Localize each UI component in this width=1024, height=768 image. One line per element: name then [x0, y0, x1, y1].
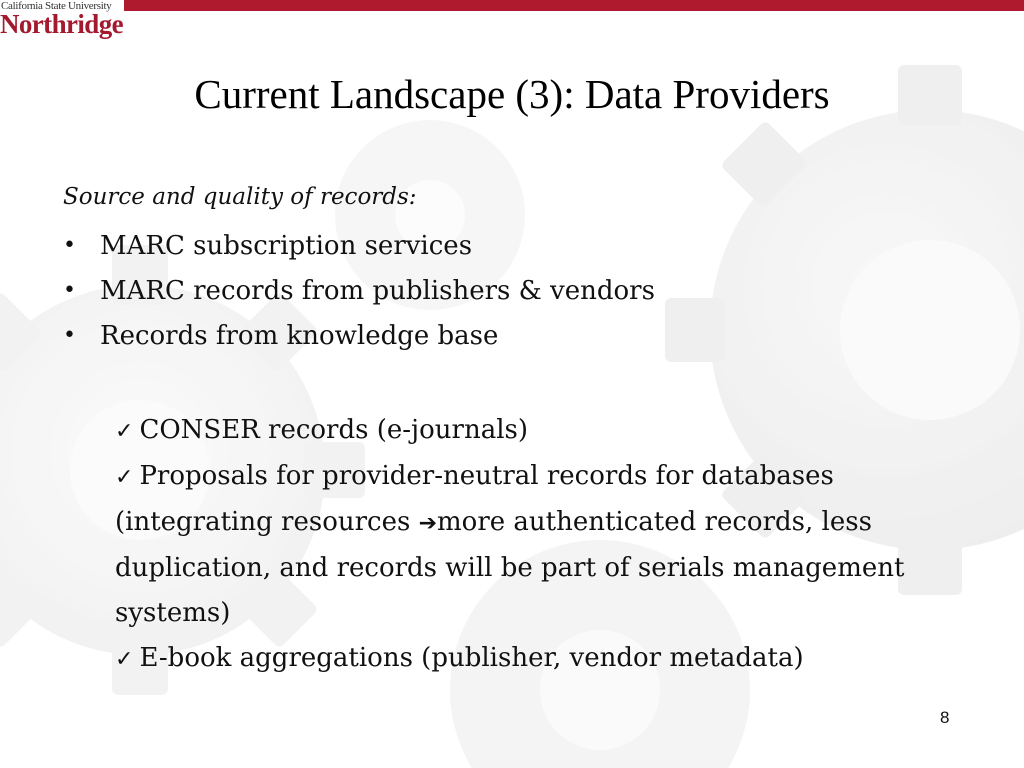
check-text: CONSER records (e-journals)	[139, 415, 528, 445]
check-list	[115, 408, 975, 682]
bullet-text: MARC records from publishers & vendors	[100, 276, 655, 306]
bullet-dot-icon: •	[63, 233, 76, 258]
bullet-item	[63, 273, 655, 318]
bullet-item	[63, 318, 655, 363]
bullet-list	[63, 228, 655, 363]
check-mark-icon: ✓	[115, 647, 134, 672]
check-mark-icon: ✓	[115, 465, 134, 490]
slide-title: Current Landscape (3): Data Providers	[194, 71, 830, 117]
check-text-before-arrow: Proposals for provider-neutral records for databases (integrating resources	[115, 461, 834, 537]
check-mark-icon: ✓	[115, 419, 134, 444]
bullet-text: Records from knowledge base	[100, 321, 499, 351]
bullet-dot-icon: •	[63, 323, 76, 348]
check-item	[115, 636, 975, 682]
page-number: 8	[940, 708, 950, 727]
logo-line2: Northridge	[0, 9, 123, 39]
bullet-item	[63, 228, 655, 273]
bullet-dot-icon: •	[63, 278, 76, 303]
logo-line1: California State University	[1, 0, 112, 12]
right-arrow-icon: ➔	[418, 511, 438, 536]
bullet-text: MARC subscription services	[100, 231, 473, 261]
slide-subtitle: Source and quality of records:	[63, 184, 417, 210]
check-text-after-arrow: more authenticated records, less duplication, and records will be part of serials management systems)	[115, 507, 905, 628]
check-item	[115, 408, 975, 454]
check-item	[115, 454, 975, 636]
check-text: E-book aggregations (publisher, vendor metadata)	[139, 643, 804, 673]
